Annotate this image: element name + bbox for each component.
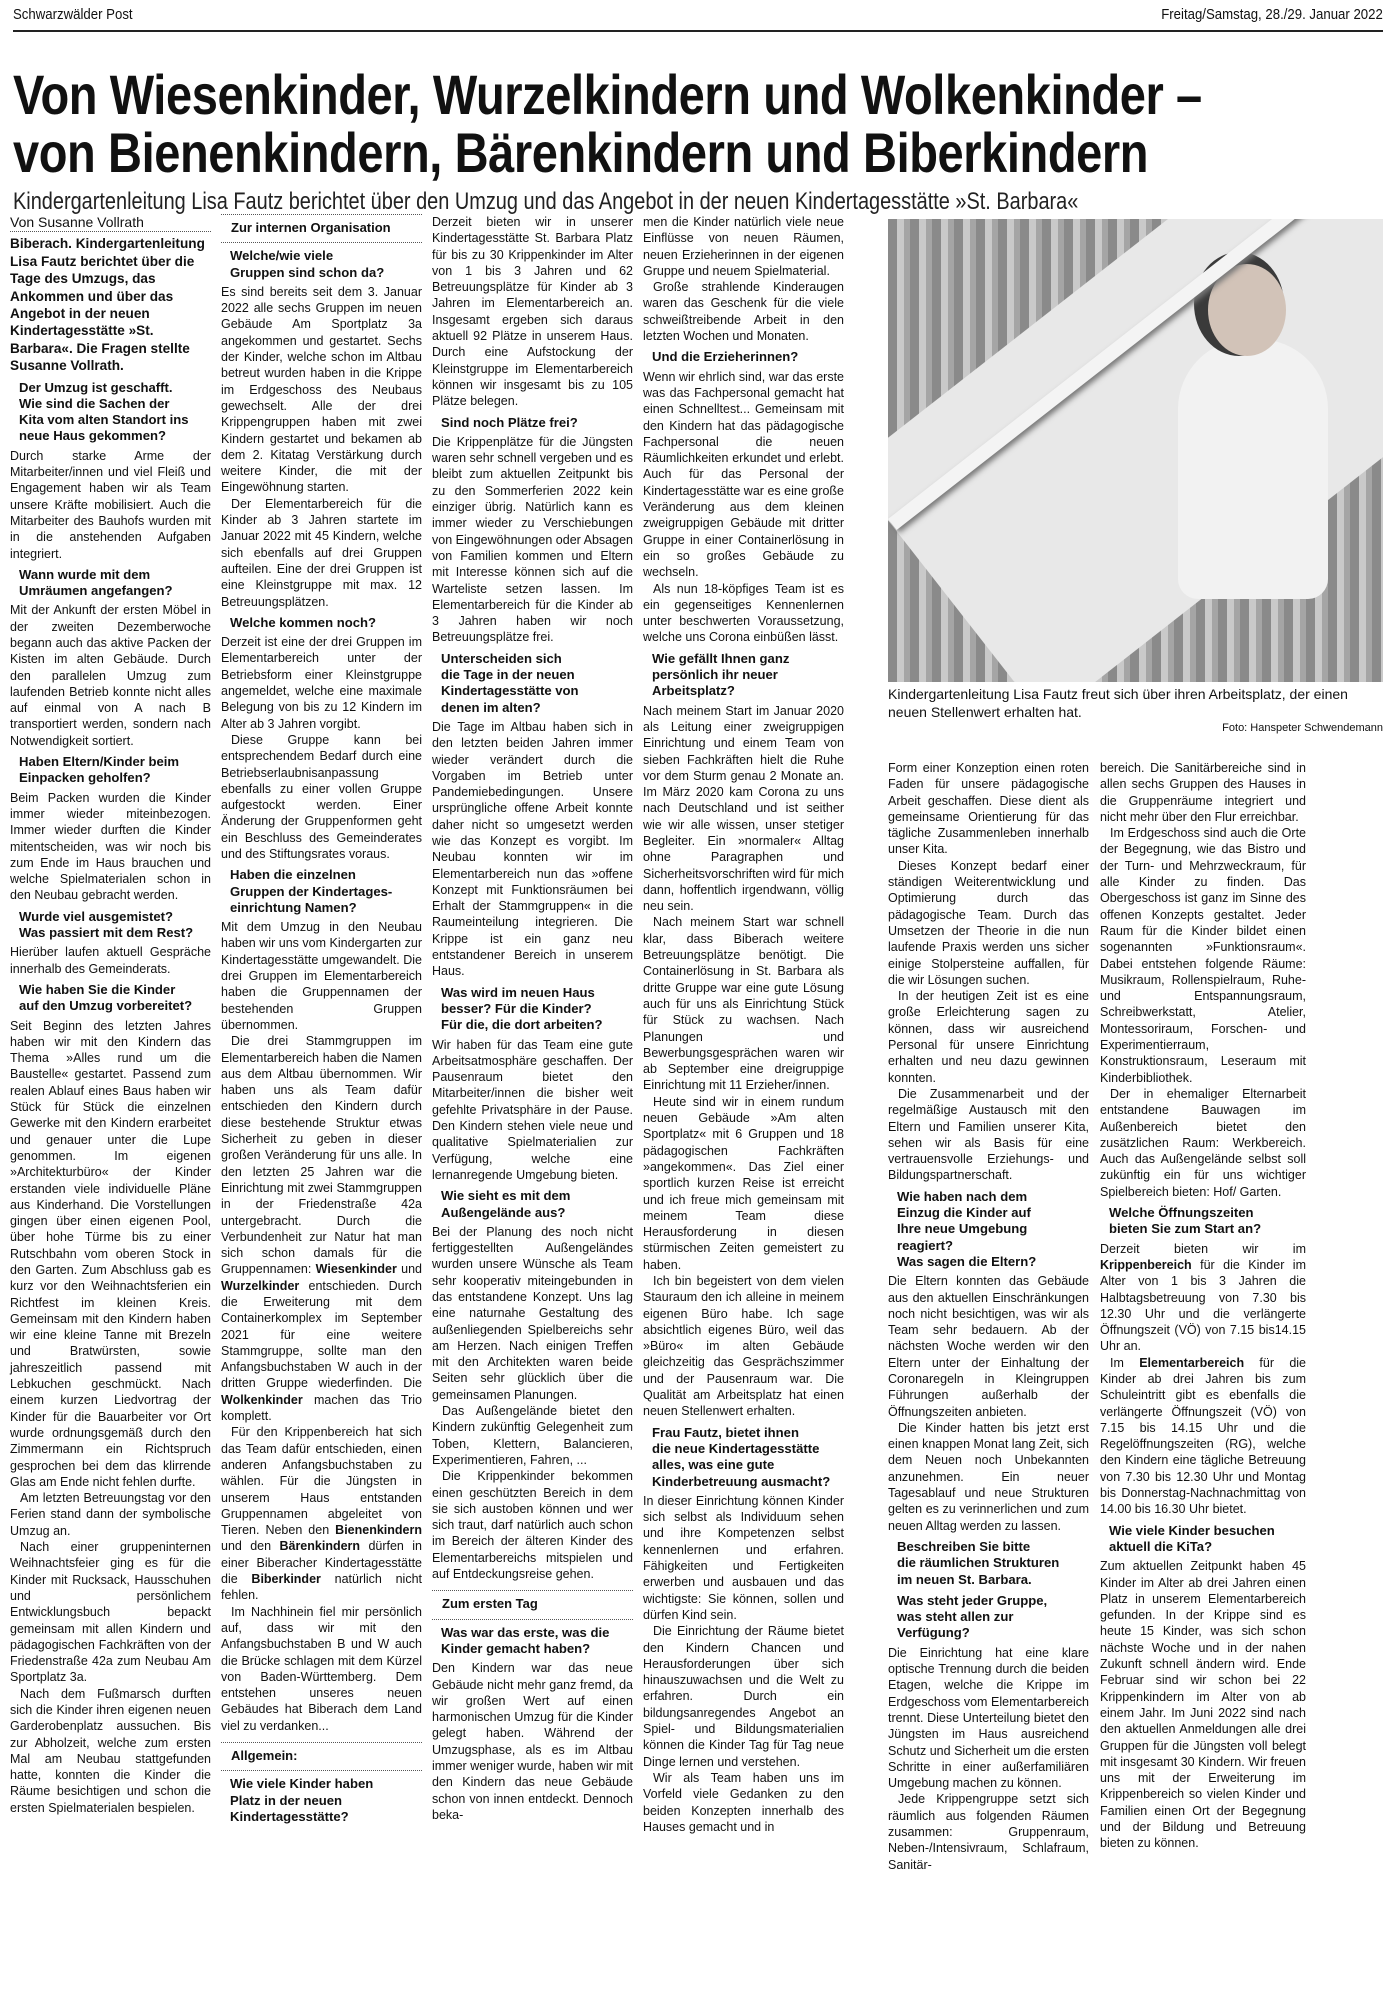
text-run: Im — [1110, 1355, 1140, 1370]
group-name-emphasis: Wiesenkinder — [315, 1262, 397, 1277]
interview-question: Haben Eltern/Kinder beim Einpacken geholfen? — [19, 754, 180, 786]
answer-paragraph: Hierüber laufen aktuell Gespräche innerhalb des Gemeinderats. — [10, 945, 211, 976]
answer-paragraph: Der in ehemaliger Elternarbeit entstandene Bauwagen im Außenbereich bietet den zusätzlichen Raum: Werkbereich. Auch das Außengelände selbst soll zukünftig ein für uns wichtiger Spielbereich bieten: Hof/ Garten. — [1100, 1086, 1306, 1199]
answer-paragraph: Es sind bereits seit dem 3. Januar 2022 alle sechs Gruppen im neuen Gebäude Am Sportplatz 3a angekommen und gestartet. Sechs der Kinder, welche schon im Altbau betreut wurden haben in die Krippe im Erdgeschoss des Neubaus gewechselt. Alle der drei Krippengruppen haben mit zwei Kindern gestartet und bekamen ab dem 2. Kitatag Verstärkung durch weitere Kinder, die mit der Eingewöhnung starten. — [221, 284, 422, 495]
answer-paragraph: bereich. Die Sanitärbereiche sind in allen sechs Gruppen des Hauses in die Gruppenräume integriert und nicht mehr über den Flur erreichbar. — [1100, 761, 1306, 824]
text-run: für die Kinder ab drei Jahren bis zum Schuleintritt gibt es ebenfalls die verlängerte Öffnungszeit (VÖ) von 7.15 bis 14.15 Uhr und die Regelöffnungszeiten (RG), welche den Kindern eine tägliche Betreuung von 7.30 bis 12.30 Uhr und Montag bis Donnerstag-Nachnachmittag von 14.00 bis 16.30 Uhr bietet. — [1100, 1355, 1307, 1517]
interview-question: Wie sieht es mit dem Außengelände aus? — [441, 1188, 571, 1220]
newspaper-name: Schwarzwälder Post — [13, 6, 133, 23]
interview-question: Wie gefällt Ihnen ganz persönlich ihr neuer Arbeitsplatz? — [652, 650, 790, 699]
interview-question: Wie viele Kinder besuchen aktuell die KiTa? — [1109, 1522, 1275, 1554]
answer-paragraph: Im Erdgeschoss sind auch die Orte der Begegnung, wie das Bistro und der Turn- und Mehrzweckraum, für alle Kinder zu finden. Das Obergeschoss ist ganz im Sinne des offenen Konzepts gestaltet. Jeder Raum für die Kinder bildet einen sogenannten »Funktionsraum«. Dabei entstehen folgende Räume: Musikraum, Rollenspielraum, Ruhe- und Entspannungsraum, Schreibwerkstatt, Atelier, Montessoriraum, Forschen- und Experimentierraum, Konstruktionsraum, Leseraum mit Kinderbibliothek. — [1100, 826, 1306, 1085]
text-run: dürfen in einer Biberacher Kindertagesstätte die — [221, 1539, 422, 1587]
group-name-emphasis: Elementarbereich — [1139, 1355, 1245, 1370]
group-name-emphasis: Wolkenkinder — [221, 1392, 303, 1407]
answer-paragraph: In dieser Einrichtung können Kinder sich selbst als Individuum sehen und ihre Kompetenzen selbst kennenlernen und erfahren. Fähigkeiten und Fertigkeiten erwerben und ausbauen und das wichtigste: Sie können, sollen und dürfen Kind sein. — [643, 1493, 844, 1622]
answer-paragraph: Das Außengelände bietet den Kindern zukünftig Gelegenheit zum Toben, Klettern, Balancieren, Experimentieren, Fahren, ... — [432, 1404, 633, 1467]
group-name-emphasis: Biberkinder — [251, 1572, 321, 1587]
article-column-4 — [643, 214, 844, 1835]
answer-paragraph: Durch starke Arme der Mitarbeiter/innen und viel Fleiß und Engagement haben wir als Team unsere Kräfte mobilisiert. Auch die Mitarbeiter des Bauhofs wurden mit in die anstehenden Aufgaben integriert. — [10, 448, 211, 561]
interview-question: Welche Öffnungszeiten bieten Sie zum Start an? — [1109, 1205, 1262, 1237]
answer-paragraph: Die Zusammenarbeit und der regelmäßige Austausch mit den Eltern und Familien unserer Kita, sehen wir als Basis für eine vertrauensvolle Erziehungs- und Bildungspartnerschaft. — [888, 1086, 1089, 1183]
group-name-emphasis: Krippenbereich — [1100, 1257, 1192, 1272]
interview-question: Was steht jeder Gruppe, was steht allen zur Verfügung? — [897, 1592, 1048, 1641]
section-heading: Allgemein: — [221, 1742, 422, 1771]
answer-paragraph: Wir haben für das Team eine gute Arbeitsatmosphäre geschaffen. Der Pausenraum bietet den Mitarbeiter/innen die bisher weit gefehlte Privatsphäre in der Pause. Den Kindern stehen viele neue und qualitative Spielmaterialien zur Verfügung, welche eine lernanregende Umgebung bieten. — [432, 1037, 633, 1182]
answer-paragraph — [1100, 1241, 1306, 1355]
article-column-5 — [888, 760, 1089, 1873]
article-column-1 — [10, 214, 211, 1816]
answer-paragraph: men die Kinder natürlich viele neue Einflüsse von neuen Räumen, neuen Erzieherinnen in der eigenen Gruppe und neuem Spielmaterial. — [643, 215, 844, 278]
answer-paragraph: Heute sind wir in einem rundum neuen Gebäude »Am alten Sportplatz« mit 6 Gruppen und 18 pädagogischen Fachkräften »angekommen«. Das Ziel einer sportlich kurzen Reise ist erreicht und ich freue mich gemeinsam mit meinem Team diese Herausforderung in diesen stürmischen Zeiten gemeistert zu haben. — [643, 1094, 844, 1272]
answer-paragraph — [221, 1424, 422, 1603]
lead-paragraph: Biberach. Kindergartenleitung Lisa Fautz berichtet über die Tage des Umzugs, das Ankommen und über das Angebot in der neuen Kindertagesstätte »St. Barbara«. Die Fragen stellte Susanne Vollrath. — [10, 236, 205, 374]
answer-paragraph: Die Krippenkinder bekommen einen geschützten Bereich in dem sie sich austoben können und wer sich traut, darf natürlich auch schon im Bereich der älteren Kinder des Elementarbereichs mitspielen und auf Entdeckungsreise gehen. — [432, 1469, 633, 1582]
answer-paragraph: Die Krippenplätze für die Jüngsten waren sehr schnell vergeben und es bleibt zum aktuellen Zeitpunkt bis zu den Sommerferien 2022 kein einziger übrig. Natürlich kann es immer wieder zu Verschiebungen von Eingewöhnungen oder Absagen von Familien kommen und Eltern mit Interesse können sich auf die Warteliste setzen lassen. Im Elementarbereich für die Kinder ab 3 Jahren haben wir noch Betreuungsplätze frei. — [432, 434, 633, 645]
text-run: entschieden. Durch die Erweiterung mit dem Containerkomplex im September 2021 für eine weitere Stammgruppe, sollte man den Anfangsbuchstaben W auch in der dritten Gruppe wiederfinden. Die — [221, 1278, 422, 1391]
answer-paragraph: Wenn wir ehrlich sind, war das erste was das Fachpersonal gemacht hat einen Schnelltest... Gemeinsam mit den Kindern hat das pädagogische Fachpersonal die neuen Räumlichkeiten erkundet und erlebt. Auch für das Personal der Kindertagesstätte war es eine große Veränderung aus dem kleinen zweigruppigen Gebäude mit dritter Gruppe in einer Containerlösung in ein so großes Gebäude zu wechseln. — [643, 369, 844, 580]
interview-question: Beschreiben Sie bitte die räumlichen Strukturen im neuen St. Barbara. — [897, 1538, 1060, 1587]
answer-paragraph: Die Tage im Altbau haben sich in den letzten beiden Jahren immer wieder verändert durch die Vorgaben im Betrieb unter Pandemiebedingungen. Unsere ursprüngliche offene Arbeit konnte daher nicht so umgesetzt werden wie das Konzept es vorgibt. Im Neubau konnten wir im Elementarbereich nun das »offene Konzept mit Funktionsräumen bei Erhalt der Stammgruppen« in die Raumeinteilung integrieren. Die Krippe ist ein ganz neu entstandener Bereich in unserem Haus. — [432, 719, 633, 979]
text-run: Die drei Stammgruppen im Elementarbereich haben die Namen aus dem Altbau übernommen. Wir haben uns als Team dafür entschieden den Kindern durch diese bestehende Struktur etwas Sicherheit zu geben in dieser großen Veränderung für uns alle. In den letzten 25 Jahren war die Einrichtung mit zwei Stammgruppen in der Friedenstraße 42a untergebracht. Durch die Verbundenheit zur Natur hat man sich schon damals für die Gruppennamen: — [221, 1034, 422, 1277]
answer-paragraph — [221, 1033, 422, 1424]
byline: Von Susanne Vollrath — [10, 214, 211, 232]
answer-paragraph: Nach einer gruppeninternen Weihnachtsfeier ging es für die Kinder mit Rucksack, Hausschuhen und persönlichem Entwicklungsbuch bepackt gemeinsam mit allen Kindern und pädagogischen Fachkräften von der Friedenstraße 42a zum Neubau Am Sportplatz 3a. — [10, 1540, 211, 1685]
answer-paragraph: Die Kinder hatten bis jetzt erst einen knappen Monat lang Zeit, sich dem Neuen noch Unbekannten anzunehmen. Ein neuer Tagesablauf und neue Strukturen gelten es zu verinnerlichen und zum neuen Alltag werden zu lassen. — [888, 1420, 1089, 1533]
answer-paragraph: Wir als Team haben uns im Vorfeld viele Gedanken zu den beiden Konzepten innerhalb des Hauses gemacht und in — [643, 1770, 844, 1834]
answer-paragraph: Derzeit ist eine der drei Gruppen im Elementarbereich unter der Betriebsform einer Kleinstgruppe angemeldet, welche eine maximale Belegung von bis zu 12 Kindern im Alter ab 3 Jahren vorgibt. — [221, 635, 422, 731]
interview-question: Unterscheiden sich die Tage in der neuen Kindertagesstätte von denen im alten? — [441, 650, 579, 715]
group-name-emphasis: Bärenkindern — [279, 1539, 361, 1554]
section-heading: Zur internen Organisation — [221, 214, 422, 243]
answer-paragraph: Die Einrichtung hat eine klare optische Trennung durch die beiden Etagen, welche die Krippe im Erdgeschoss vom Elementarbereich trennt. Diese Unterteilung bietet den Jüngsten im Haus ausreichend Schutz und Sicherheit um die ersten Schritte in einer außerfamiliären Umgebung machen zu können. — [888, 1645, 1089, 1791]
section-heading: Zum ersten Tag — [432, 1590, 633, 1619]
interview-question: Haben die einzelnen Gruppen der Kindertages- einrichtung Namen? — [230, 867, 393, 915]
answer-paragraph: Bei der Planung des noch nicht fertiggestellten Außengeländes wurden unsere Wünsche als Team sehr kooperativ miteingebunden in das entstandene Konzept. Uns lag eine naturnahe Gestaltung des außenliegenden Spielbereichs sehr am Herzen. Nach einigen Treffen mit den Architekten waren beide Seiten sehr glücklich über die gemeinsamen Planungen. — [432, 1224, 633, 1402]
photo-credit: Foto: Hanspeter Schwendemann — [1222, 722, 1383, 734]
interview-question: Wann wurde mit dem Umräumen angefangen? — [19, 566, 173, 599]
interview-question: Was wird im neuen Haus besser? Für die Kinder? Für die, die dort arbeiten? — [441, 984, 603, 1033]
interview-question: Frau Fautz, bietet ihnen die neue Kindertagesstätte alles, was eine gute Kinderbetreuung ausmacht? — [652, 1424, 831, 1489]
text-run: Derzeit bieten wir im — [1100, 1241, 1306, 1256]
answer-paragraph: Mit der Ankunft der ersten Möbel in der zweiten Dezemberwoche begann auch das aktive Packen der Kisten im alten Gebäude. Durch den parallelen Umzug zum laufenden Betrieb konnte nicht alles auf einmal von A nach B transportiert werden, sondern nach Notwendigkeit sortiert. — [10, 603, 211, 748]
text-run: für die Kinder im Alter von 1 bis 3 Jahren die Halbtagsbetreuung von 7.30 bis 12.30 Uhr und die verlängerte Öffnungszeit (VÖ) von 7.15 bis14.15 Uhr an. — [1100, 1257, 1306, 1354]
answer-paragraph: Den Kindern war das neue Gebäude nicht mehr ganz fremd, da wir großen Wert auf einen harmonischen Umzug für die Kinder gelegt haben. Während der Umzugsphase, als es im Altbau immer weniger wurde, haben wir mit den Kindern das neue Gebäude schon von innen entdeckt. Dennoch beka- — [432, 1661, 633, 1822]
header-rule — [13, 30, 1383, 32]
photo-caption: Kindergartenleitung Lisa Fautz freut sich über ihren Arbeitsplatz, der einen neuen Stellenwert erhalten hat. — [888, 686, 1348, 720]
interview-question: Welche/wie viele Gruppen sind schon da? — [230, 248, 385, 280]
text-run: natürlich nicht fehlen. — [221, 1572, 422, 1603]
answer-paragraph: Mit dem Umzug in den Neubau haben wir uns vom Kindergarten zur Kindertagesstätte umgewandelt. Die drei Gruppen im Elementarbereich haben die Gruppennamen der bestehenden Gruppen übernommen. — [221, 920, 422, 1032]
answer-paragraph: Nach meinem Start im Januar 2020 als Leitung einer zweigruppigen Einrichtung und einem Team von sieben Fachkräften hielt die Ruhe vor dem Sturm genau 2 Monate an. Im März 2020 kam Corona zu uns nach Deutschland und ist seither wie wir alle wissen, unser stetiger Begleiter. Ein »normaler« Alltag ohne Paragraphen und Sicherheitsvorschriften wird für mich dann, hoffentlich irgendwann, völlig neu sein. — [643, 703, 844, 914]
photo-lisa-fautz-on-stairs — [888, 219, 1383, 682]
answer-paragraph: Im Nachhinein fiel mir persönlich auf, dass wir mit den Anfangsbuchstaben B und W auch die Brücke schlagen mit dem Kürzel von Baden-Württemberg. Dem entstehen unseres neuen Gebäudes hat Biberach dem Land viel zu verdanken... — [221, 1604, 422, 1733]
answer-paragraph: Große strahlende Kinderaugen waren das Geschenk für die viele schweißtreibende Arbeit in den letzten Wochen und Monaten. — [643, 280, 844, 344]
text-run: und — [396, 1262, 422, 1277]
interview-question: Wie viele Kinder haben Platz in der neuen Kindertagesstätte? — [230, 1776, 374, 1824]
headline-line-1: Von Wiesenkinder, Wurzelkindern und Wolkenkinder – — [13, 63, 1202, 126]
interview-question: Was war das erste, was die Kinder gemacht haben? — [441, 1624, 610, 1656]
answer-paragraph: Derzeit bieten wir in unserer Kindertagesstätte St. Barbara Platz für bis zu 30 Krippenkinder im Alter von 1 bis 3 Jahren und 62 Betreuungsplätze für Kinder ab 3 Jahren im Elementarbereich an. Insgesamt ergeben sich daraus aktuell 92 Plätze in unserem Haus. Durch eine Aufstockung der Kleinstgruppe im Elementarbereich können wir insgesamt bis zu 105 Plätze belegen. — [432, 215, 633, 409]
answer-paragraph: Beim Packen wurden die Kinder immer wieder miteinbezogen. Immer wieder durften die Kinder mitentscheiden, was wir noch bis zum Ende im Haus brauchen und welche Spielmaterialen schon in den Neubau gebracht werden. — [10, 790, 211, 903]
answer-paragraph: Ich bin begeistert von dem vielen Stauraum den ich alleine in meinem eigenen Büro habe. Ich sage absichtlich eigenes Büro, weil das »Büro« im alten Gebäude gleichzeitig das Gesprächszimmer und der Pausenraum war. Die Qualität am Arbeitsplatz hat einen neuen Stellenwert erhalten. — [643, 1274, 844, 1419]
interview-question: Wie haben Sie die Kinder auf den Umzug vorbereitet? — [19, 981, 193, 1014]
text-run: und den — [221, 1539, 280, 1554]
text-run: machen das Trio komplett. — [221, 1392, 422, 1424]
interview-question: Welche kommen noch? — [230, 614, 377, 630]
answer-paragraph: Nach meinem Start war schnell klar, dass Biberach weitere Betreuungsplätze benötigt. Die Containerlösung in St. Barbara als dritte Gruppe war eine gute Lösung auch für uns als Einrichtung Stück für Stück zu wachsen. Nach Planungen und Bewerbungsgesprächen waren wir ab September eine dreigruppige Einrichtung mit 11 Erzieher/innen. — [643, 915, 844, 1093]
photo-person-body — [1178, 339, 1328, 599]
interview-question: Sind noch Plätze frei? — [441, 414, 578, 430]
article-column-2 — [221, 214, 422, 1828]
issue-date: Freitag/Samstag, 28./29. Januar 2022 — [1161, 6, 1383, 23]
answer-paragraph: In der heutigen Zeit ist es eine große Erleichterung sagen zu können, dass wir ausreichend Personal für unsere Einrichtung erhalten und neu dazu gewinnen konnten. — [888, 989, 1089, 1085]
group-name-emphasis: Bienenkindern — [335, 1523, 422, 1538]
answer-paragraph: Jede Krippengruppe setzt sich räumlich aus folgenden Räumen zusammen: Gruppenraum, Neben-/Intensivraum, Schlafraum, Sanitär- — [888, 1792, 1089, 1872]
interview-question: Wurde viel ausgemistet? Was passiert mit dem Rest? — [19, 908, 194, 941]
answer-paragraph: Als nun 18-köpfiges Team ist es ein gegenseitiges Kennenlernen unter beschwerten Voraussetzung, welche uns Corona einbüßen lässt. — [643, 581, 844, 645]
answer-paragraph: Form einer Konzeption einen roten Faden für unsere pädagogische Arbeit geschaffen. Diese dient als gemeinsame Orientierung für das tägliche Zusammenleben innerhalb unser Kita. — [888, 761, 1089, 857]
article-column-6 — [1100, 760, 1306, 1852]
answer-paragraph: Am letzten Betreuungstag vor den Ferien stand dann der symbolische Umzug an. — [10, 1491, 211, 1538]
answer-paragraph: Dieses Konzept bedarf einer ständigen Weiterentwicklung und Optimierung durch das pädagogische Team. Durch das Umsetzen der Theorie in die nun laufende Praxis werden uns sicher einige Stolpersteine auffallen, für die wir Lösungen suchen. — [888, 858, 1089, 987]
answer-paragraph: Diese Gruppe kann bei entsprechendem Bedarf durch eine Betriebserlaubnisanpassung ebenfalls zu einer vollen Gruppe aufgestockt werden. Einer Änderung der Gruppenformen geht ein Beschluss des Gemeinderates und des Stiftungsrates voraus. — [221, 732, 422, 861]
answer-paragraph: Die Eltern konnten das Gebäude aus den aktuellen Einschränkungen noch nicht besichtigen, was wir als Team sehr bedauern. Ab der nächsten Woche werden wir den Eltern unter der Einhaltung der Coronaregeln in Kleingruppen Führungen außerhalb der Öffnungszeiten anbieten. — [888, 1274, 1089, 1419]
answer-paragraph — [1100, 1355, 1306, 1518]
answer-paragraph: Seit Beginn des letzten Jahres haben wir mit den Kindern das Thema »Alles rund um die Baustelle« gestartet. Passend zum realen Ablauf eines Baus haben wir Stück für Stück die einzelnen Gewerke mit den Kindern erarbeitet und genauer unter die Lupe genommen. Im eigenen »Architekturbüro« der Kinder erstanden viele individuelle Pläne aus Kinderhand. Die Vorstellungen gingen über einen eigenen Pool, über hohe Türme bis zu einer Rutschbahn vom oberen Stock in den Garten. Zum Abschluss gab es kurz vor den Weihnachtsferien ein Richtfest im kleinen Kreis. Gemeinsam mit den Kindern haben wir eine kleine Tanne mit Brezeln und Bratwürsten, sowie jahreszeitlich passend mit Lebkuchen geschmückt. Nach einem kurzen Liedvortrag der Kinder für die Bauarbeiter vor Ort wurde ordnungsgemäß durch den Zimmermann ein Richtspruch gesprochen bei dem das klirrende Glas am Ende nicht fehlen durfte. — [10, 1018, 211, 1489]
subheadline: Kindergartenleitung Lisa Fautz berichtet über den Umzug und das Angebot in der neuen Kindertagesstätte »St. Barbara« — [13, 188, 1079, 215]
interview-question: Und die Erzieherinnen? — [652, 349, 799, 365]
article-column-3 — [432, 214, 633, 1823]
interview-question: Der Umzug ist geschafft. Wie sind die Sachen der Kita vom alten Standort ins neue Haus gekommen? — [19, 379, 189, 444]
photo-person-head — [1208, 264, 1286, 356]
answer-paragraph: Die Einrichtung der Räume bietet den Kindern Chancen und Herausforderungen über sich hinauszuwachsen und die Welt zu erfahren. Durch ein bildungsanregendes Angebot an Spiel- und Bildungsmaterialien können die Kinder Tag für Tag neue Dinge lernen und verstehen. — [643, 1624, 844, 1769]
group-name-emphasis: Wurzelkinder — [221, 1278, 300, 1293]
answer-paragraph: Zum aktuellen Zeitpunkt haben 45 Kinder im Alter ab drei Jahren einen Platz in unserem Elementarbereich gefunden. In der Krippe sind es heute 15 Kinder, was sich schon nächste Woche und in der nahen Zukunft schnell ändern wird. Ende Februar sind wir schon bei 22 Krippenkindern im Alter von ab einem Jahr. Im Juni 2022 sind nach den aktuellen Anmeldungen alle drei Gruppen für die Jüngsten voll belegt mit insgesamt 30 Kindern. Wir freuen uns mit der Erweiterung im Krippenbereich so vielen Kinder und Familien einen Ort der Begegnung und der Bildung und Betreuung bieten zu können. — [1100, 1559, 1306, 1851]
answer-paragraph: Nach dem Fußmarsch durften sich die Kinder ihren eigenen neuen Garderobenplatz aussuchen. Bis zur Abholzeit, welche zum ersten Mal am Neubau stattgefunden hatte, konnten die Kinder die Räume besichtigen und schon die ersten Spielmaterialen bespielen. — [10, 1686, 211, 1815]
headline-line-2: von Bienenkindern, Bärenkindern und Biberkindern — [13, 121, 1149, 184]
text-run: Für den Krippenbereich hat sich das Team dafür entschieden, einen anderen Anfangsbuchstaben zu wählen. Für die Jüngsten in unserem Haus entstanden Gruppennamen abgeleitet von Tieren. Neben den — [221, 1425, 422, 1538]
interview-question: Wie haben nach dem Einzug die Kinder auf Ihre neue Umgebung reagiert? Was sagen die Eltern? — [897, 1188, 1037, 1269]
answer-paragraph: Der Elementarbereich für die Kinder ab 3 Jahren startete im Januar 2022 mit 45 Kindern, welche sich ebenfalls auf drei Gruppen aufteilen. Eine der drei Gruppen ist eine Kleinstgruppe mit max. 12 Betreuungsplätzen. — [221, 496, 422, 609]
